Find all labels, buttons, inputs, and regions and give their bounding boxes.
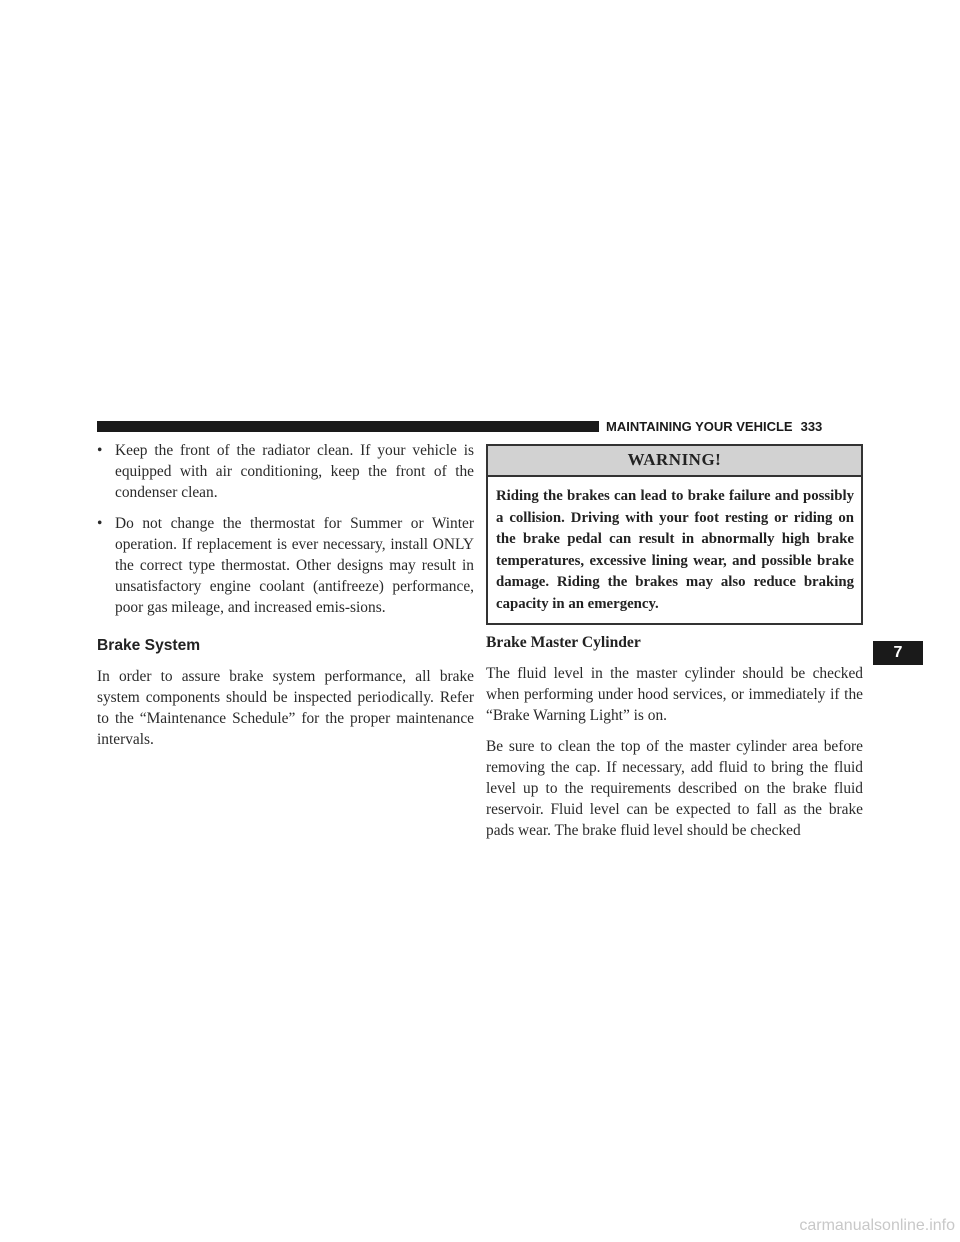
bullet-item [97,440,474,503]
bullet-text: Keep the front of the radiator clean. If your vehicle is equipped with air conditioning, keep the front of the condenser clean. [115,442,474,501]
running-header [606,418,866,436]
bullet-item [97,513,474,618]
left-column [97,440,474,760]
header-rule [97,421,599,432]
warning-box [486,444,863,625]
bullet-text: Do not change the thermostat for Summer or Winter operation. If replacement is ever necessary, install ONLY the correct type thermostat. Other designs may result in unsatisfactory engine coolant (antifreeze) performance, poor gas mileage, and increased emis-sions. [115,515,474,616]
section-title: MAINTAINING YOUR VEHICLE [606,419,793,434]
bullet-icon: • [97,442,103,459]
right-column [486,444,863,851]
warning-title: WARNING! [488,446,861,477]
chapter-tab: 7 [873,641,923,665]
section-heading: Brake System [97,637,201,654]
body-paragraph: In order to assure brake system performance, all brake system components should be inspected periodically. Refer to the “Maintenance Schedule” for the proper maintenance intervals. [97,668,474,748]
page-number: 333 [800,419,823,434]
bullet-icon: • [97,515,103,532]
body-paragraph: The fluid level in the master cylinder should be checked when performing under hood services, or immediately if the “Brake Warning Light” is on. [486,665,863,724]
watermark: carmanualsonline.info [799,1217,955,1234]
subsection-heading: Brake Master Cylinder [486,634,641,651]
body-paragraph: Be sure to clean the top of the master cylinder area before removing the cap. If necessary, add fluid to bring the fluid level up to the requirements described on the brake fluid reservoir. Fluid level can be expected to fall as the brake pads wear. The brake fluid level should be checked [486,738,863,839]
warning-text: Riding the brakes can lead to brake failure and possibly a collision. Driving with your foot resting or riding on the brake pedal can result in abnormally high brake temperatures, excessive lining wear, and possible brake damage. Riding the brakes may also reduce braking capacity in an emergency. [496,488,854,612]
